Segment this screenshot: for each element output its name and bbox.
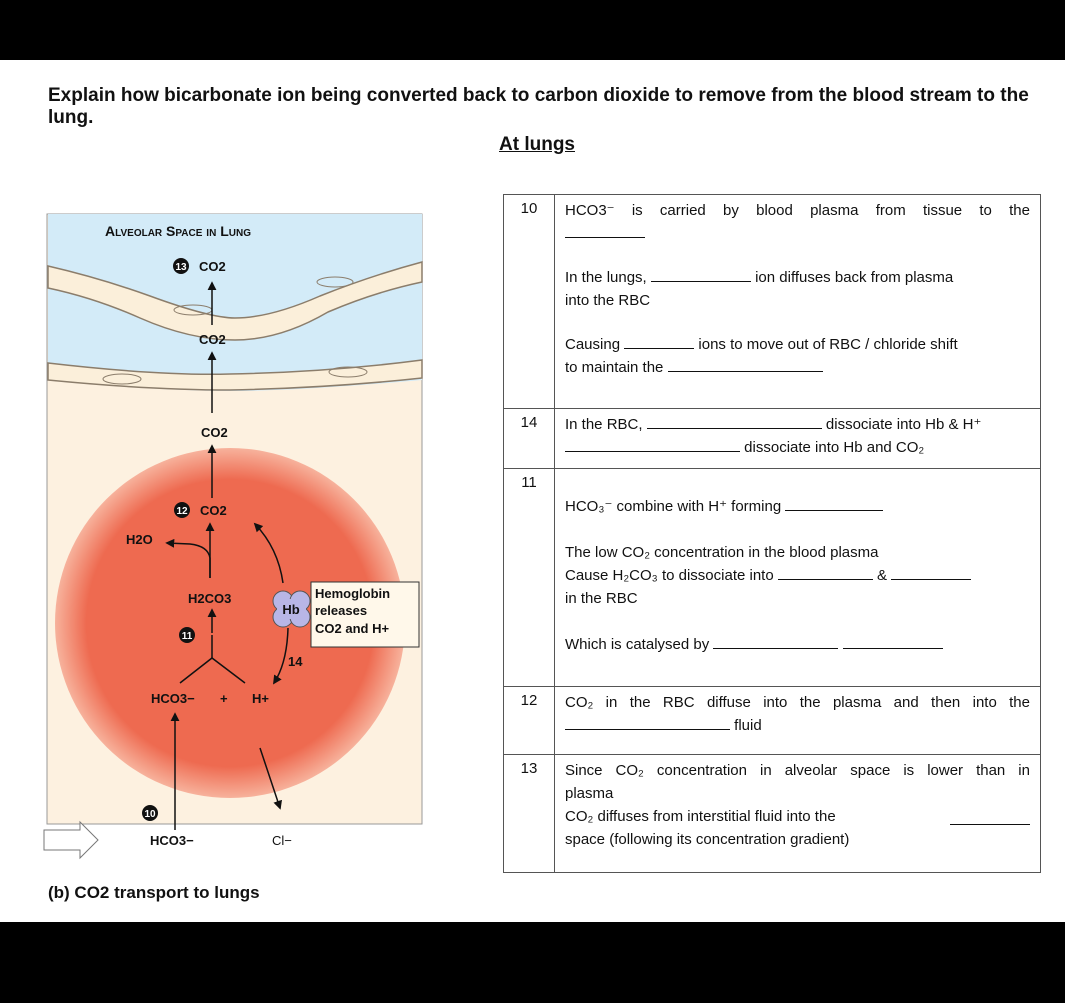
hb-label: Hb bbox=[282, 602, 300, 617]
row-line: Cause H₂CO₃ to dissociate into bbox=[565, 567, 774, 584]
row-content bbox=[555, 469, 1041, 687]
answer-blank[interactable] bbox=[565, 438, 740, 452]
row-line: HCO₃⁻ combine with H⁺ forming bbox=[565, 498, 782, 515]
worksheet-page bbox=[0, 60, 1065, 922]
row-line: ions to move out of RBC / chloride shift bbox=[698, 336, 958, 353]
answer-blank[interactable] bbox=[647, 415, 822, 429]
row-line: In the lungs, bbox=[565, 269, 647, 286]
row-number: 13 bbox=[504, 755, 555, 873]
answer-blank[interactable] bbox=[891, 566, 971, 580]
co2-transport-diagram bbox=[40, 208, 430, 902]
bicarbonate-label-plasma: HCO3− bbox=[150, 833, 194, 848]
hemoglobin-note-line-1: Hemoglobin bbox=[315, 586, 391, 601]
table-row bbox=[504, 469, 1041, 687]
question-prompt: Explain how bicarbonate ion being converted back to carbon dioxide to remove from the blood stream to the lung. bbox=[48, 85, 1029, 128]
hemoglobin-note-line-2: releases bbox=[315, 603, 368, 618]
co2-label-rbc: CO2 bbox=[200, 503, 227, 518]
row-content bbox=[555, 687, 1041, 755]
row-line: space (following its concentration gradient) bbox=[565, 831, 850, 848]
table-row bbox=[504, 409, 1041, 469]
answer-blank[interactable] bbox=[713, 635, 838, 649]
row-content bbox=[555, 755, 1041, 873]
row-line: dissociate into Hb and CO₂ bbox=[744, 439, 925, 456]
diagram-caption: (b) CO2 transport to lungs bbox=[48, 883, 260, 902]
row-line: to maintain the bbox=[565, 359, 664, 376]
row-line: CO₂ in the RBC diffuse into the plasma and then into the bbox=[565, 694, 1030, 711]
row-line: ion diffuses back from plasma bbox=[755, 269, 954, 286]
row-line: Since CO₂ concentration in alveolar space is lower than in bbox=[565, 762, 1030, 779]
answer-blank[interactable] bbox=[950, 811, 1030, 825]
row-line: into the RBC bbox=[565, 292, 651, 309]
step-number-11: 11 bbox=[181, 631, 193, 642]
co2-label-wall: CO2 bbox=[199, 332, 226, 347]
answer-blank[interactable] bbox=[565, 716, 730, 730]
section-heading: At lungs bbox=[499, 134, 575, 155]
row-line: The low CO₂ concentration in the blood plasma bbox=[565, 544, 879, 561]
row-line: fluid bbox=[734, 717, 762, 734]
answer-blank[interactable] bbox=[785, 497, 883, 511]
row-number: 10 bbox=[504, 195, 555, 409]
table-row bbox=[504, 687, 1041, 755]
step-number-13: 13 bbox=[175, 262, 187, 273]
hemoglobin-note-line-3: CO2 and H+ bbox=[315, 621, 390, 636]
carbonic-acid-label: H2CO3 bbox=[188, 591, 232, 606]
row-number: 11 bbox=[504, 469, 555, 687]
question-table bbox=[503, 194, 1041, 873]
answer-blank[interactable] bbox=[843, 635, 943, 649]
row-number: 14 bbox=[504, 409, 555, 469]
row-content bbox=[555, 409, 1041, 469]
row-line: CO₂ diffuses from interstitial fluid into the bbox=[565, 808, 836, 825]
row-line: dissociate into Hb & H⁺ bbox=[825, 416, 982, 433]
step-number-14: 14 bbox=[288, 654, 303, 669]
row-line: in the RBC bbox=[565, 590, 638, 607]
row-content bbox=[555, 195, 1041, 409]
row-line: plasma bbox=[565, 785, 614, 802]
chloride-label: Cl− bbox=[272, 833, 292, 848]
table-row bbox=[504, 755, 1041, 873]
alveolar-space-label: Alveolar Space in Lung bbox=[105, 223, 251, 239]
answer-blank[interactable] bbox=[624, 335, 694, 349]
row-line: Causing bbox=[565, 336, 621, 353]
bicarbonate-label-rbc: HCO3− bbox=[151, 691, 195, 706]
row-line: Which is catalysed by bbox=[565, 636, 710, 653]
answer-blank[interactable] bbox=[668, 358, 823, 372]
co2-label-plasma: CO2 bbox=[201, 425, 228, 440]
table-row bbox=[504, 195, 1041, 409]
row-line: & bbox=[877, 567, 888, 584]
answer-blank[interactable] bbox=[778, 566, 873, 580]
h-plus-label: H+ bbox=[252, 691, 269, 706]
row-line: In the RBC, bbox=[565, 416, 643, 433]
row-line: HCO3⁻ is carried by blood plasma from tissue to the bbox=[565, 202, 1030, 219]
step-number-10: 10 bbox=[144, 809, 156, 820]
step-number-12: 12 bbox=[176, 506, 188, 517]
answer-blank[interactable] bbox=[651, 268, 751, 282]
answer-blank[interactable] bbox=[565, 224, 645, 238]
plus-sign: + bbox=[220, 691, 228, 706]
row-number: 12 bbox=[504, 687, 555, 755]
co2-label-alveolar: CO2 bbox=[199, 259, 226, 274]
water-label: H2O bbox=[126, 532, 153, 547]
blood-flow-arrow bbox=[44, 822, 98, 858]
